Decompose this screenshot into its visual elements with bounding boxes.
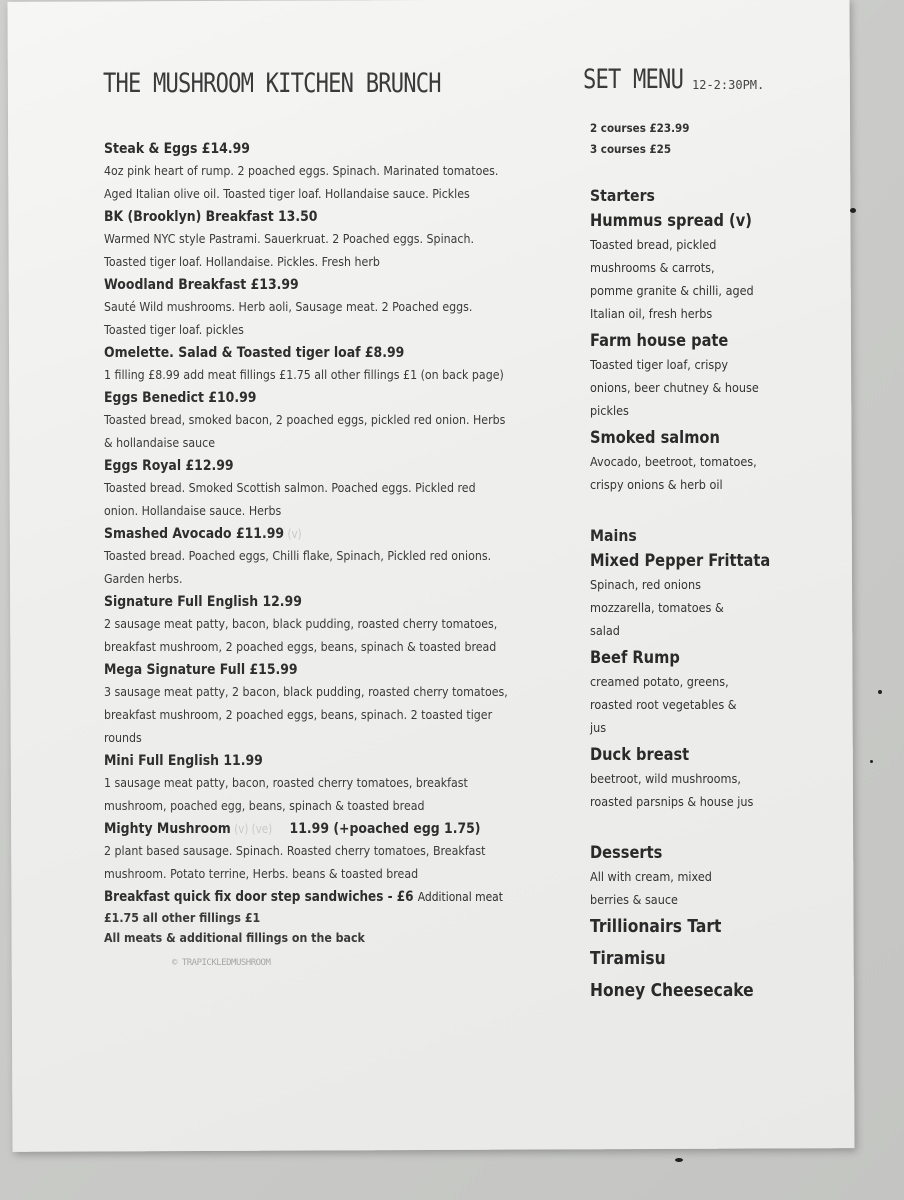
item-desc: 2 plant based sausage. Spinach. Roasted cherry tomatoes, Breakfast — [104, 844, 486, 858]
menu-item — [104, 274, 544, 342]
main-name: Beef Rump — [590, 648, 680, 668]
sandwich-item — [104, 886, 544, 948]
item-name: Mini Full English 11.99 — [104, 753, 263, 769]
wall-speck — [675, 1158, 683, 1162]
starter-desc: Avocado, beetroot, tomatoes, — [590, 454, 757, 469]
main-desc: jus — [590, 720, 607, 735]
starter-desc: crispy onions & herb oil — [590, 477, 723, 492]
item-desc: Warmed NYC style Pastrami. Sauerkruat. 2 Poached eggs. Spinach. — [104, 232, 474, 246]
main-desc: roasted root vegetables & — [590, 697, 737, 712]
menu-item — [104, 818, 544, 886]
item-name: Mighty Mushroom — [104, 821, 231, 837]
item-name: Woodland Breakfast £13.99 — [104, 277, 299, 293]
desserts-note: berries & sauce — [590, 892, 678, 907]
vegan-mark: (v) (ve) — [234, 822, 273, 836]
main-desc: roasted parsnips & house jus — [590, 794, 754, 809]
menu-item — [104, 138, 544, 206]
sandwich-name-row — [104, 886, 503, 908]
item-desc: 3 sausage meat patty, 2 bacon, black pudding, roasted cherry tomatoes, — [104, 685, 508, 699]
item-desc: Sauté Wild mushrooms. Herb aoli, Sausage meat. 2 Poached eggs. — [104, 300, 473, 314]
dessert-name: Honey Cheesecake — [590, 980, 754, 1001]
sandwich-line3: All meats & additional fillings on the back — [104, 931, 365, 945]
item-desc: 1 filling £8.99 add meat fillings £1.75 all other fillings £1 (on back page) — [104, 368, 504, 382]
menu-item — [104, 591, 544, 659]
set-menu-column — [590, 118, 800, 1007]
sandwich-line2: £1.75 all other fillings £1 — [104, 911, 261, 925]
sandwich-extra: Additional meat — [417, 889, 503, 904]
starter-desc: pomme granite & chilli, aged — [590, 283, 754, 298]
starter-desc: mushrooms & carrots, — [590, 260, 715, 275]
menu-item — [104, 455, 544, 523]
desserts-heading: Desserts — [590, 843, 663, 863]
set-menu-time: 12-2:30PM. — [692, 78, 765, 92]
brunch-menu-column — [104, 138, 544, 948]
starter-name: Farm house pate — [590, 331, 729, 351]
item-desc: breakfast mushroom, 2 poached eggs, beans, spinach. 2 toasted tiger — [104, 708, 493, 722]
starter-name: Hummus spread (v) — [590, 211, 752, 231]
set-menu-title: SET MENU — [583, 64, 684, 95]
item-desc: 4oz pink heart of rump. 2 poached eggs. Spinach. Marinated tomatoes. — [104, 164, 499, 178]
course-price: 2 courses £23.99 — [590, 121, 690, 135]
item-desc: Toasted tiger loaf. pickles — [104, 323, 244, 337]
item-name: Mega Signature Full £15.99 — [104, 662, 298, 678]
item-desc: 2 sausage meat patty, bacon, black pudding, roasted cherry tomatoes, — [104, 617, 498, 631]
menu-title: THE MUSHROOM KITCHEN BRUNCH — [103, 68, 441, 99]
item-name-row — [104, 818, 482, 840]
menu-item — [104, 659, 544, 750]
item-name-row — [104, 523, 482, 545]
main-desc: creamed potato, greens, — [590, 674, 729, 689]
item-name: Eggs Benedict £10.99 — [104, 390, 257, 406]
item-name: Smashed Avocado £11.99 — [104, 526, 285, 542]
main-name: Mixed Pepper Frittata — [590, 551, 771, 571]
item-desc: Toasted tiger loaf. Hollandaise. Pickles. Fresh herb — [104, 255, 380, 269]
item-desc: breakfast mushroom, 2 poached eggs, beans, spinach & toasted bread — [104, 640, 497, 654]
item-desc: mushroom. Potato terrine, Herbs. beans & toasted bread — [104, 867, 419, 881]
starters-heading: Starters — [590, 186, 655, 205]
course-price: 3 courses £25 — [590, 142, 672, 156]
menu-item — [104, 387, 544, 455]
main-name: Duck breast — [590, 745, 690, 765]
dessert-name: Trillionairs Tart — [590, 916, 722, 937]
starter-desc: Toasted tiger loaf, crispy — [590, 357, 729, 372]
item-desc: Toasted bread. Smoked Scottish salmon. Poached eggs. Pickled red — [104, 481, 476, 495]
item-desc: Toasted bread, smoked bacon, 2 poached eggs, pickled red onion. Herbs — [104, 413, 506, 427]
item-desc: Aged Italian olive oil. Toasted tiger loaf. Hollandaise sauce. Pickles — [104, 187, 470, 201]
menu-item — [104, 750, 544, 818]
item-name: Eggs Royal £12.99 — [104, 458, 234, 474]
wall-speck — [878, 690, 882, 694]
item-desc: Garden herbs. — [104, 572, 183, 586]
main-desc: beetroot, wild mushrooms, — [590, 771, 741, 786]
watermark: © TRAPICKLEDMUSHROOM — [172, 958, 271, 968]
item-desc: onion. Hollandaise sauce. Herbs — [104, 504, 282, 518]
item-name: Steak & Eggs £14.99 — [104, 141, 250, 157]
item-desc: mushroom, poached egg, beans, spinach & toasted bread — [104, 799, 425, 813]
dessert-name: Tiramisu — [590, 948, 666, 969]
starter-name: Smoked salmon — [590, 428, 720, 448]
starter-desc: Toasted bread, pickled — [590, 237, 717, 252]
starter-desc: onions, beer chutney & house — [590, 380, 759, 395]
vegetarian-mark: (v) — [287, 527, 302, 541]
sandwich-name: Breakfast quick fix door step sandwiches - £6 — [104, 889, 414, 905]
main-desc: Spinach, red onions — [590, 577, 701, 592]
item-desc: 1 sausage meat patty, bacon, roasted cherry tomatoes, breakfast — [104, 776, 468, 790]
menu-item — [104, 523, 544, 591]
item-desc: Toasted bread. Poached eggs, Chilli flake, Spinach, Pickled red onions. — [104, 549, 492, 563]
item-name: Signature Full English 12.99 — [104, 594, 302, 610]
wall-speck — [870, 760, 873, 763]
item-name: Omelette. Salad & Toasted tiger loaf £8.99 — [104, 345, 405, 361]
wall-speck — [850, 208, 856, 213]
desserts-note: All with cream, mixed — [590, 869, 712, 884]
menu-item — [104, 206, 544, 274]
mains-heading: Mains — [590, 526, 637, 545]
starter-desc: pickles — [590, 403, 629, 418]
item-price: 11.99 (+poached egg 1.75) — [289, 821, 481, 837]
starter-desc: Italian oil, fresh herbs — [590, 306, 713, 321]
menu-item — [104, 342, 544, 387]
main-desc: salad — [590, 623, 620, 638]
item-desc: & hollandaise sauce — [104, 436, 216, 450]
main-desc: mozzarella, tomatoes & — [590, 600, 724, 615]
item-name: BK (Brooklyn) Breakfast 13.50 — [104, 209, 318, 225]
item-desc: rounds — [104, 731, 142, 745]
